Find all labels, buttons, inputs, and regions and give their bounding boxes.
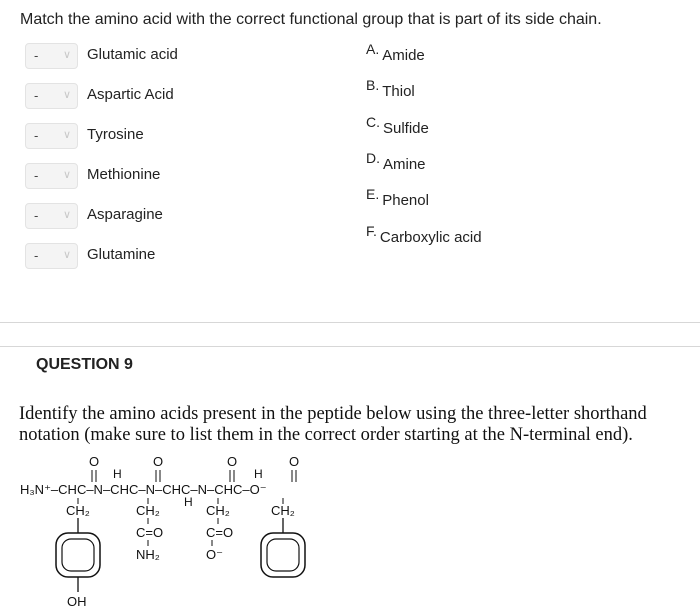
peptide-structure xyxy=(0,448,360,613)
answer-letter: F. xyxy=(366,223,377,239)
answer-text: Sulfide xyxy=(383,120,429,137)
chevron-down-icon: ∨ xyxy=(63,209,72,221)
answer-text: Phenol xyxy=(382,192,429,209)
chevron-down-icon: ∨ xyxy=(63,89,72,101)
chevron-down-icon: ∨ xyxy=(63,129,72,141)
item-label: Aspartic Acid xyxy=(87,86,174,103)
answer-option-e xyxy=(366,186,429,209)
carbonyl-oxygen: O xyxy=(289,454,300,469)
question-8-prompt: Match the amino acid with the correct functional group that is part of its side chain. xyxy=(20,11,602,28)
answer-option-f xyxy=(366,223,482,246)
answer-letter: D. xyxy=(366,150,380,166)
match-select-glutamine[interactable] xyxy=(25,243,78,269)
answer-option-c xyxy=(366,114,429,137)
methylene-group: CH₂ xyxy=(136,503,160,518)
section-divider xyxy=(0,322,700,323)
item-label: Asparagine xyxy=(87,206,163,223)
select-value: - xyxy=(34,128,39,143)
amide-hydrogen: H xyxy=(254,467,263,481)
question-9-text: Identify the amino acids present in the peptide below using the three-letter shorthand notation (make sure to list them in the correct order starting at the N-terminal end). xyxy=(19,404,647,445)
answer-letter: E. xyxy=(366,186,380,202)
match-select-tyrosine[interactable] xyxy=(25,123,78,149)
chevron-down-icon: ∨ xyxy=(63,169,72,181)
peptide-backbone: H₃N⁺–CHC–N–CHC–N–CHC–N–CHC–O⁻ xyxy=(20,482,267,497)
select-value: - xyxy=(34,88,39,103)
answer-text: Amine xyxy=(383,156,426,173)
methylene-group: CH₂ xyxy=(206,503,230,518)
match-select-aspartic-acid[interactable] xyxy=(25,83,78,109)
answer-text: Amide xyxy=(382,47,425,64)
answer-text: Carboxylic acid xyxy=(379,229,482,246)
methylene-group: CH₂ xyxy=(66,503,90,518)
select-value: - xyxy=(34,248,39,263)
answer-letter: C. xyxy=(366,114,380,130)
amide-hydrogen: H xyxy=(184,495,193,509)
methylene-group: CH₂ xyxy=(271,503,295,518)
benzene-ring-inner xyxy=(62,539,94,571)
select-value: - xyxy=(34,48,39,63)
answer-letter: A. xyxy=(366,41,380,57)
answer-option-a xyxy=(366,41,425,64)
answer-option-b xyxy=(366,77,415,100)
item-label: Tyrosine xyxy=(87,126,144,143)
match-select-asparagine[interactable] xyxy=(25,203,78,229)
item-label: Methionine xyxy=(87,166,161,183)
match-select-glutamic-acid[interactable] xyxy=(25,43,78,69)
answer-text: Thiol xyxy=(382,83,415,100)
match-select-methionine[interactable] xyxy=(25,163,78,189)
answer-option-d xyxy=(366,150,426,173)
item-label: Glutamic acid xyxy=(87,46,178,63)
select-value: - xyxy=(34,168,39,183)
hydroxyl-group: OH xyxy=(67,594,87,609)
amide-hydrogen: H xyxy=(113,467,122,481)
select-value: - xyxy=(34,208,39,223)
amino-group: NH₂ xyxy=(136,547,160,562)
carbonyl-group: C=O xyxy=(136,525,164,540)
chevron-down-icon: ∨ xyxy=(63,49,72,61)
benzene-ring-inner xyxy=(267,539,299,571)
carboxylate-oxygen: O⁻ xyxy=(206,547,223,562)
answer-letter: B. xyxy=(366,77,380,93)
chevron-down-icon: ∨ xyxy=(63,249,72,261)
carbonyl-oxygen: O xyxy=(89,454,100,469)
question-9-heading: QUESTION 9 xyxy=(36,356,133,373)
item-label: Glutamine xyxy=(87,246,156,263)
carbonyl-group: C=O xyxy=(206,525,234,540)
section-divider xyxy=(0,346,700,347)
carbonyl-oxygen: O xyxy=(153,454,164,469)
carbonyl-oxygen: O xyxy=(227,454,238,469)
